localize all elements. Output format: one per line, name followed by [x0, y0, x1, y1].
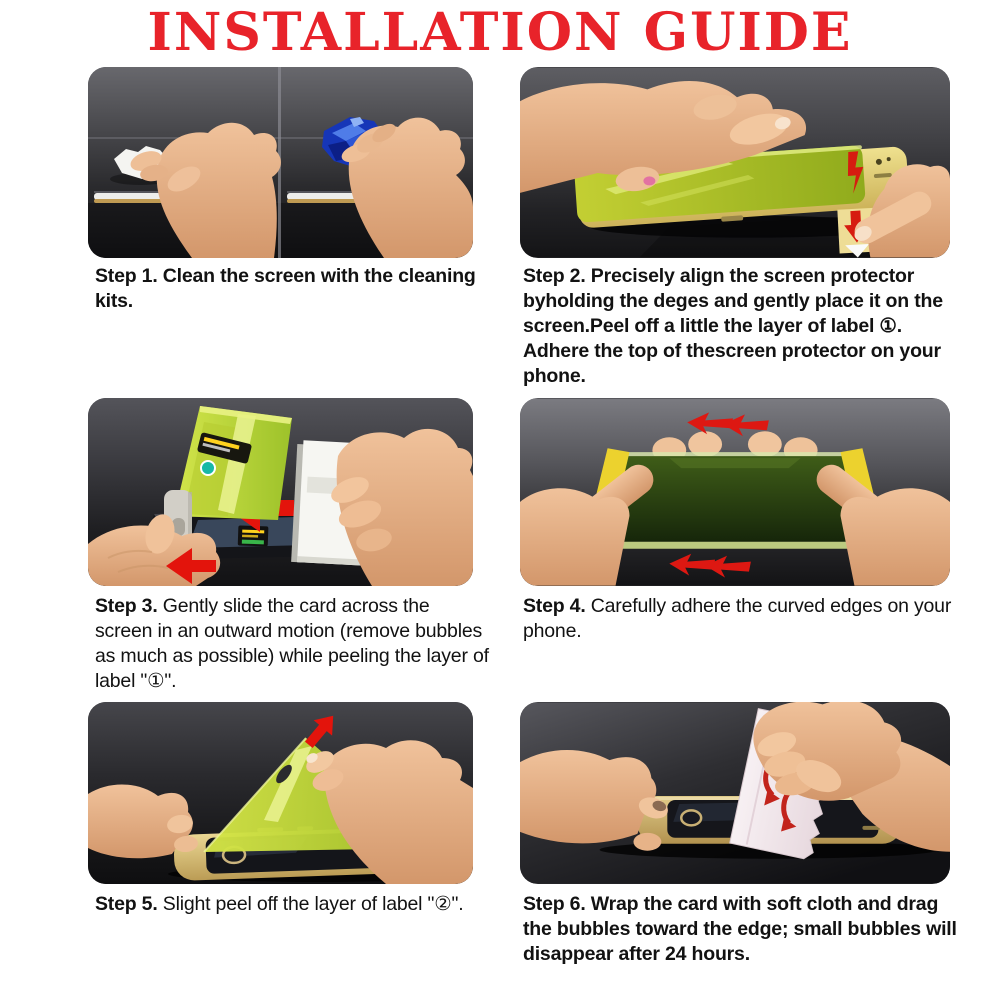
step-6-caption — [523, 892, 968, 967]
step-1-label: Step 1. — [95, 265, 158, 287]
step-4-text: Carefully adhere the curved edges on your phone. — [523, 595, 952, 642]
step-5-label: Step 5. — [95, 893, 158, 915]
step-4-photo — [520, 398, 950, 586]
step-2-photo — [520, 67, 950, 258]
step-1-photo — [88, 67, 473, 258]
step-5-text: Slight peel off the layer of label "②". — [162, 893, 464, 915]
page-title: INSTALLATION GUIDE — [147, 2, 853, 63]
step-6-label: Step 6. — [523, 893, 586, 915]
step-4-illustration — [520, 398, 950, 586]
step-6-photo — [520, 702, 950, 884]
step-1-caption — [95, 264, 491, 314]
step-1-illustration — [88, 67, 473, 258]
step-2-text: Precisely align the screen protector byholding the deges and gently place it on the screen.Peel off a little the layer of label ①. Adhere the top of thescreen protector on your phone. — [523, 265, 943, 387]
step-3-label: Step 3. — [95, 595, 158, 617]
step-5-photo — [88, 702, 473, 884]
step-3-photo — [88, 398, 473, 586]
label-sticker-on-screen — [238, 525, 269, 546]
step-4-caption — [523, 594, 968, 644]
step-3-caption — [95, 594, 491, 694]
step-5-caption — [95, 892, 495, 917]
step-1-text: Clean the screen with the cleaning kits. — [95, 265, 476, 312]
step-2-label: Step 2. — [523, 265, 586, 287]
step-3-illustration — [88, 398, 473, 586]
round-sticker — [201, 461, 215, 475]
home-button — [681, 810, 701, 825]
step-6-text: Wrap the card with soft cloth and drag the bubbles toward the edge; small bubbles will disappear after 24 hours. — [523, 893, 957, 965]
step-3-text: Gently slide the card across the screen in an outward motion (remove bubbles as much as possible) while peeling the layer of label "①". — [95, 595, 489, 692]
step-2-illustration — [520, 67, 950, 258]
step-2-caption — [523, 264, 968, 389]
step-5-illustration — [88, 702, 473, 884]
step-4-label: Step 4. — [523, 595, 586, 617]
step-6-illustration — [520, 702, 950, 884]
